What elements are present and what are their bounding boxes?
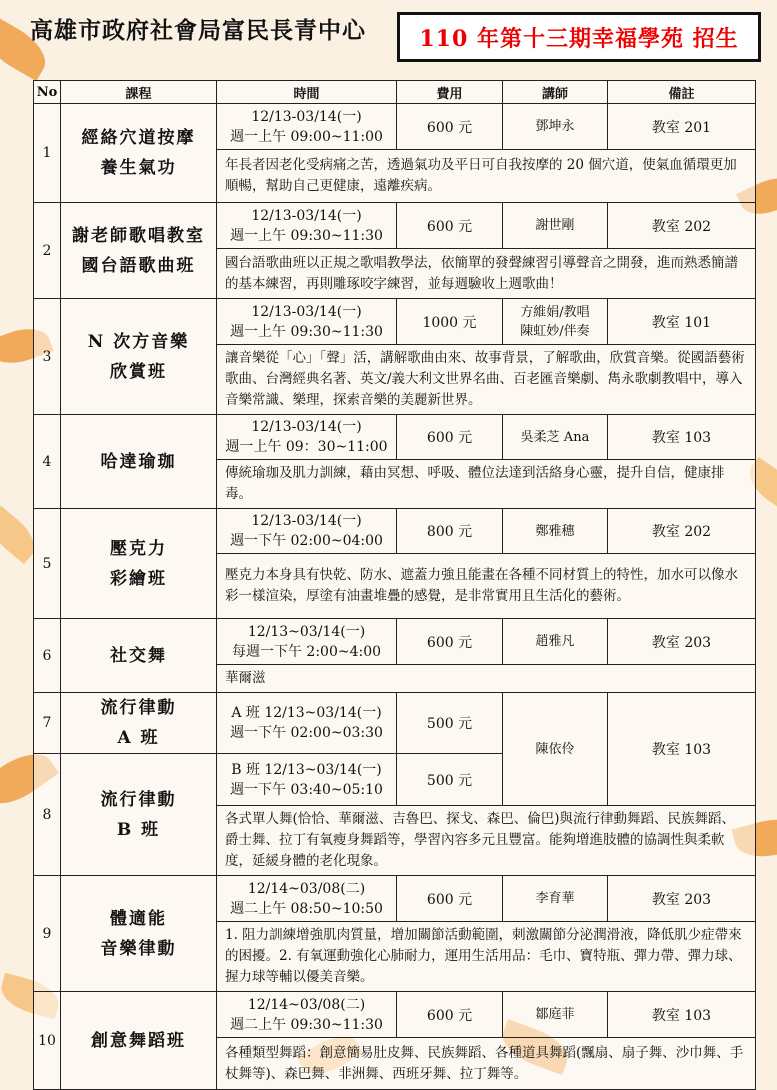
course-date: 12/13-03/14(一)	[251, 108, 362, 125]
header-course: 課程	[61, 81, 217, 104]
course-time	[217, 992, 397, 1038]
row-number: 8	[34, 754, 61, 876]
course-teacher: 謝世剛	[503, 203, 608, 249]
table-row	[34, 693, 756, 754]
course-description: 華爾滋	[217, 665, 756, 693]
course-hours: 週一下午 03:40~05:10	[230, 781, 383, 798]
row-number: 10	[34, 992, 61, 1090]
table-row	[34, 415, 756, 460]
table-row	[34, 619, 756, 665]
course-name-line1: 創意舞蹈班	[91, 1030, 186, 1051]
course-table	[33, 80, 756, 1090]
table-row	[34, 299, 756, 345]
course-name-line1: 謝老師歌唱教室	[72, 225, 205, 246]
course-date: 12/13~03/14(一)	[247, 623, 366, 640]
course-description: 各式單人舞(恰恰、華爾滋、吉魯巴、探戈、森巴、倫巴)與流行律動舞蹈、民族舞蹈、爵士舞、拉丁有氧瘦身舞蹈等，學習內容多元且豐富。能夠增進肢體的協調性與柔軟度，延緩身體的老化現象。	[217, 806, 756, 876]
course-time	[217, 299, 397, 345]
course-room: 教室 101	[608, 299, 756, 345]
course-name	[61, 754, 217, 876]
course-fee: 600 元	[397, 992, 503, 1038]
course-date: B 班 12/13~03/14(一)	[231, 761, 382, 778]
course-teacher	[503, 299, 608, 345]
course-hours: 週一上午 09：30~11:00	[225, 439, 388, 455]
row-number: 2	[34, 203, 61, 299]
course-date: 12/14~03/08(二)	[247, 880, 366, 897]
table-row	[34, 876, 756, 922]
row-number: 9	[34, 876, 61, 992]
course-name-line2: 國台語歌曲班	[81, 255, 196, 276]
table-header-row	[34, 81, 756, 104]
course-room: 教室 202	[608, 203, 756, 249]
course-fee: 600 元	[397, 619, 503, 665]
course-description: 讓音樂從「心」「聲」活，講解歌曲由來、故事背景，了解歌曲，欣賞音樂。從國語藝術歌曲、台灣經典名著、英文/義大利文世界名曲、百老匯音樂劇、雋永歌劇教唱中，導入音樂常識、樂理，探索音樂的美麗新世界。	[217, 345, 756, 415]
course-name	[61, 693, 217, 754]
course-time	[217, 754, 397, 806]
course-description: 國台語歌曲班以正規之歌唱教學法，依簡單的發聲練習引導聲音之開發，進而熟悉簡譜的基本練習，再則雕琢咬字練習，並每週驗收上週歌曲！	[217, 249, 756, 299]
course-name-line1: 社交舞	[110, 645, 167, 666]
course-time	[217, 509, 397, 554]
course-name-line2: 音樂律動	[100, 938, 177, 959]
course-name-line1: 壓克力	[110, 538, 167, 559]
header-no: No	[34, 81, 61, 104]
row-number: 5	[34, 509, 61, 619]
course-date: A 班 12/13~03/14(一)	[231, 705, 382, 721]
course-hours: 週一上午 09:00~11:00	[230, 128, 383, 145]
course-date: 12/14~03/08(二)	[247, 996, 366, 1013]
course-teacher: 鄧坤永	[503, 104, 608, 150]
course-time	[217, 415, 397, 460]
row-number: 1	[34, 104, 61, 203]
enrollment-banner: 110 年第十三期幸福學苑 招生	[397, 12, 761, 62]
course-name	[61, 299, 217, 415]
table-row	[34, 509, 756, 554]
course-description: 各種類型舞蹈：創意簡易肚皮舞、民族舞蹈、各種道具舞蹈(飄扇、扇子舞、沙巾舞、手杖舞等)、森巴舞、非洲舞、西班牙舞、拉丁舞等。	[217, 1038, 756, 1090]
course-room: 教室 203	[608, 876, 756, 922]
course-description: 壓克力本身具有快乾、防水、遮蓋力強且能畫在各種不同材質上的特性，加水可以像水彩一樣渲染，厚塗有油畫堆疊的感覺，是非常實用且生活化的藝術。	[217, 554, 756, 619]
course-description: 年長者因老化受病痛之苦，透過氣功及平日可自我按摩的 20 個穴道，使氣血循環更加順暢，幫助自己更健康，遠離疾病。	[217, 150, 756, 203]
course-name-line1: N 次方音樂	[87, 331, 190, 352]
course-name	[61, 415, 217, 509]
teacher-line1: 方維娟/教唱	[520, 304, 590, 320]
course-name-line1: 體適能	[110, 908, 167, 929]
course-teacher: 鄒庭菲	[503, 992, 608, 1038]
course-name-line2: 欣賞班	[110, 361, 167, 382]
course-fee: 500 元	[397, 754, 503, 806]
course-fee: 500 元	[397, 693, 503, 754]
course-teacher: 鄭雅穗	[503, 509, 608, 554]
row-number: 3	[34, 299, 61, 415]
course-name	[61, 104, 217, 203]
course-time	[217, 693, 397, 754]
course-name	[61, 876, 217, 992]
course-hours: 每週一下午 2:00~4:00	[231, 643, 382, 660]
course-hours: 週二上午 08:50~10:50	[230, 900, 383, 917]
course-hours: 週二上午 09:30~11:30	[230, 1016, 383, 1033]
course-date: 12/13-03/14(一)	[251, 207, 362, 224]
course-name	[61, 203, 217, 299]
row-number: 7	[34, 693, 61, 754]
course-name	[61, 619, 217, 693]
course-hours: 週一下午 02:00~04:00	[230, 533, 383, 549]
course-fee: 1000 元	[397, 299, 503, 345]
course-name	[61, 992, 217, 1090]
course-room: 教室 203	[608, 619, 756, 665]
course-description: 1. 阻力訓練增強肌肉質量，增加關節活動範圍，刺激關節分泌潤滑液，降低肌少症帶來的困擾。2. 有氧運動強化心肺耐力，運用生活用品：毛巾、寶特瓶、彈力帶、彈力球、握力球等輔以優美音樂。	[217, 922, 756, 992]
page-title: 高雄市政府社會局富民長青中心	[30, 17, 366, 44]
course-teacher: 李育華	[503, 876, 608, 922]
course-name-line2: A 班	[117, 728, 160, 748]
course-name-line1: 經絡穴道按摩	[81, 128, 196, 148]
course-teacher: 趙雅凡	[503, 619, 608, 665]
course-description: 傳統瑜珈及肌力訓練，藉由冥想、呼吸、體位法達到活絡身心靈，提升自信，健康排毒。	[217, 460, 756, 509]
course-hours: 週一下午 02:00~03:30	[230, 725, 383, 741]
course-time	[217, 876, 397, 922]
course-fee: 600 元	[397, 104, 503, 150]
course-time	[217, 203, 397, 249]
course-fee: 800 元	[397, 509, 503, 554]
course-room: 教室 103	[608, 415, 756, 460]
header-teacher: 講師	[503, 81, 608, 104]
row-number: 6	[34, 619, 61, 693]
course-name-line1: 流行律動	[100, 698, 177, 718]
header-note: 備註	[608, 81, 756, 104]
header-time: 時間	[217, 81, 397, 104]
course-name-line2: 彩繪班	[110, 568, 167, 589]
course-date: 12/13-03/14(一)	[251, 419, 362, 435]
course-fee: 600 元	[397, 415, 503, 460]
course-name-line2: B 班	[116, 819, 161, 840]
course-name	[61, 509, 217, 619]
course-date: 12/13-03/14(一)	[251, 303, 362, 320]
course-hours: 週一上午 09:30~11:30	[230, 323, 383, 340]
table-row	[34, 203, 756, 249]
course-room: 教室 103	[608, 992, 756, 1038]
course-fee: 600 元	[397, 203, 503, 249]
header-fee: 費用	[397, 81, 503, 104]
course-teacher: 陳依伶	[503, 693, 608, 806]
row-number: 4	[34, 415, 61, 509]
course-time	[217, 619, 397, 665]
teacher-line2: 陳虹妙/伴奏	[520, 323, 590, 339]
course-name-line1: 流行律動	[100, 789, 177, 810]
course-room: 教室 202	[608, 509, 756, 554]
table-row	[34, 992, 756, 1038]
course-time	[217, 104, 397, 150]
course-teacher: 吳柔芝 Ana	[503, 415, 608, 460]
course-date: 12/13-03/14(一)	[251, 513, 362, 529]
course-name-line1: 哈達瑜珈	[100, 451, 177, 472]
course-hours: 週一上午 09:30~11:30	[230, 227, 383, 244]
course-room: 教室 103	[608, 693, 756, 806]
course-name-line2: 養生氣功	[100, 158, 177, 178]
course-fee: 600 元	[397, 876, 503, 922]
table-row	[34, 104, 756, 150]
course-room: 教室 201	[608, 104, 756, 150]
